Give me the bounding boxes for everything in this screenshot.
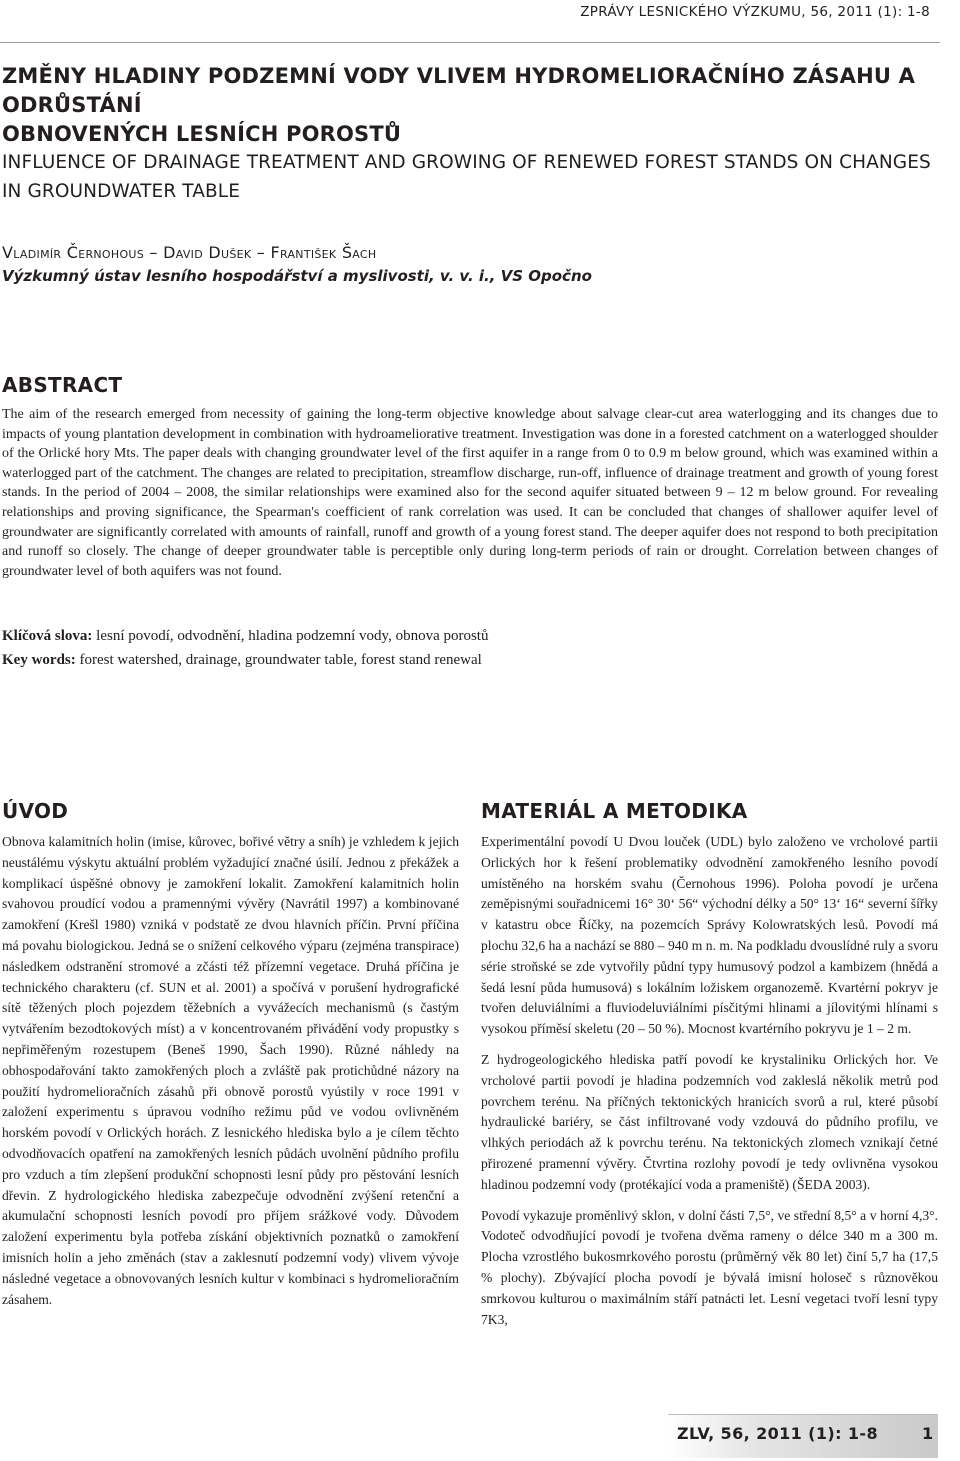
right-column [481,832,938,1340]
keywords-czech-value: lesní povodí, odvodnění, hladina podzemní vody, obnova porostů [96,628,489,644]
title-czech [2,62,932,149]
left-column [2,832,459,1320]
keywords-czech [2,626,942,646]
affiliation: Výzkumný ústav lesního hospodářství a myslivosti, v. v. i., VS Opočno [2,267,592,285]
footer-citation: ZLV, 56, 2011 (1): 1-8 [677,1424,879,1443]
keywords-czech-label: Klíčová slova: [2,628,93,644]
title-english [2,148,932,206]
page-number: 1 [922,1424,934,1443]
abstract-text: The aim of the research emerged from necessity of gaining the long-term objective knowledge about salvage clear-cut area waterlogging and its changes due to impacts of young plantation development in combination with hydroameliorative treatment. Investigation was done in a forested catchment on a waterlogged shoulder of the Orlické hory Mts. The paper deals with changing groundwater level of the first aquifer in a range from 0 to 0.9 m below ground, which was examined within a waterlogged part of the catchment. The changes are related to precipitation, streamflow discharge, run-off, influence of drainage treatment and growth of young forest stands. In the period of 2004 – 2008, the similar relationships were examined also for the second aquifer situated between 9 – 12 m below ground. For revealing relationships and proving significance, the Spearman's coefficient of rank correlation was used. It can be concluded that changes of shallower aquifer level of groundwater are significantly correlated with amounts of rainfall, runoff and growth of a young forest stand. The deeper aquifer does not respond to both precipitation and runoff so closely. The change of deeper groundwater table is perceptible only during long-term periods of rain or drought. Correlation between changes of groundwater level of both aquifers was not found. [2,407,938,579]
paragraph: Obnova kalamitních holin (imise, kůrovec, bořivé větry a sníh) je vzhledem k jejich neustálému výskytu aktuální problém vyžadující značné úsilí. Jednou z překážek a komplikací úspěšné obnovy je zamokření lokalit. Zamokření kalamitních holin svahovou proudící vodou a pramennými vývěry (Navrátil 1997) a kombinované zamokření (Krešl 1980) vzniká v podstatě ze dvou hlavních příčin. První příčina má povahu biologickou. Jedná se o snížení celkového výparu (zejména transpirace) následkem odstranění stromové a zčásti též přízemní vegetace. Druhá příčina je technického charakteru (cf. SUN et al. 2001) a spočívá v porušení hydrografické sítě těžených ploch pojezdem těžebních a vyvážecích mechanismů (s častým vytvářením bezodtokových míst) a v koncentrovaném přivádění vody propustky s nepřiměřeným rozestupem (Beneš 1990, Šach 1990). Různé náhledy na obhospodařování takto zamokřených ploch a zvláště pak protichůdné názory na použití hydromelioračních zásahů při obnově porostů vyústily v roce 1991 v založení experimentu s úpravou vodního režimu půd ve vodou ovlivněném horském povodí v Orlických horách. Z lesnického hlediska bylo a je cílem těchto odvodňovacích opatření na zamokřených lesních půdách uvolnění půdního profilu pro vzduch a tím zlepšení produkční schopnosti lesní půdy pro pěstování lesních dřevin. Z hydrologického hlediska zabezpečuje odvodnění zvýšení retenční a akumulační schopnosti lesních povodí pro příjem srážkové vody. Důvodem založení experimentu byla potřeba získání objektivních poznatků o zamokření imisních holin a jeho změnách (stav a zaklesnutí podzemní vody) vlivem vývoje následné vegetace a obnovovaných lesních kultur v kombinaci s hydromelioračním zásahem. [2,834,459,1307]
keywords-english [2,650,942,670]
header-rule [0,42,940,43]
paragraph: Experimentální povodí U Dvou louček (UDL) bylo založeno ve vrcholové partii Orlických hor k řešení problematiky odvodnění zamokřeného lesního povodí umístěného na horském svahu (Černohous 1996). Poloha povodí je určena zeměpisnými souřadnicemi 16° 30‘ 56“ východní délky a 50° 13‘ 16“ severní šířky v katastru obce Říčky, na pozemcích Správy Kolowratských lesů. Povodí má plochu 32,6 ha a nachází se 880 – 940 m n. m. Na podkladu dvouslídné ruly a svoru série stroňské se zde vytvořily půdní typy humusový podzol a kambizem (hnědá a šedá lesní půda humusová) s lokálním ložiskem organozemě. Kvartérní pokryv je tvořen deluviálními a fluviodeluviálními písčitými hlinami a jílovitými hlínami s vysokou příměsí skeletu (20 – 50 %). Mocnost kvartérního pokryvu je 1 – 2 m. [481,834,938,1037]
keywords-english-value: forest watershed, drainage, groundwater table, forest stand renewal [79,652,482,668]
title-czech-line-1: ZMĚNY HLADINY PODZEMNÍ VODY VLIVEM HYDROMELIORAČNÍHO ZÁSAHU A ODRŮSTÁNÍ [2,64,916,117]
paragraph: Z hydrogeologického hlediska patří povodí ke krystaliniku Orlických hor. Ve vrcholové partii povodí je hladina podzemních vod zakleslá několik metrů pod povrchem terénu. Na příčných tektonických hranicích svorů a rul, které působí hydraulické bariéry, se část infiltrované vody vzdouvá do půdního profilu, ve vlhkých periodách až k povrchu terénu. Na tektonických zlomech vznikají četné přirozené pramenní vývěry. Čtvrtina rozlohy povodí je tedy ovlivněna vysokou hladinou podzemní vody (protékající voda a prameniště) (ŠEDA 2003). [481,1051,938,1192]
section-heading-material: MATERIÁL A METODIKA [481,799,748,823]
title-english-line-2: IN GROUNDWATER TABLE [2,181,240,202]
title-english-line-1: INFLUENCE OF DRAINAGE TREATMENT AND GROWING OF RENEWED FOREST STANDS ON CHANGES [2,152,931,173]
title-czech-line-2: OBNOVENÝCH LESNÍCH POROSTŮ [2,122,402,146]
section-heading-uvod: ÚVOD [2,799,69,823]
authors: Vladimír Černohous – David Dušek – František Šach [2,243,377,262]
abstract-heading: ABSTRACT [2,373,123,397]
running-head: ZPRÁVY LESNICKÉHO VÝZKUMU, 56, 2011 (1): 1-8 [580,4,930,20]
keywords-english-label: Key words: [2,652,76,668]
paragraph: Povodí vykazuje proměnlivý sklon, v dolní části 7,5°, ve střední 8,5° a v horní 4,3°. Vodoteč odvodňující povodí je tvořena dvěma rameny o délce 340 m a 300 m. Plocha vzrostlého bukosmrkového porostu (průměrný věk 80 let) činí 5,7 ha (17,5 % plochy). Zbývající plocha povodí je bývalá imisní holoseč s různověkou smrkovou kulturou o maximálním stáří patnácti let. Lesní vegetaci tvoří lesní typy 7K3, [481,1207,938,1327]
